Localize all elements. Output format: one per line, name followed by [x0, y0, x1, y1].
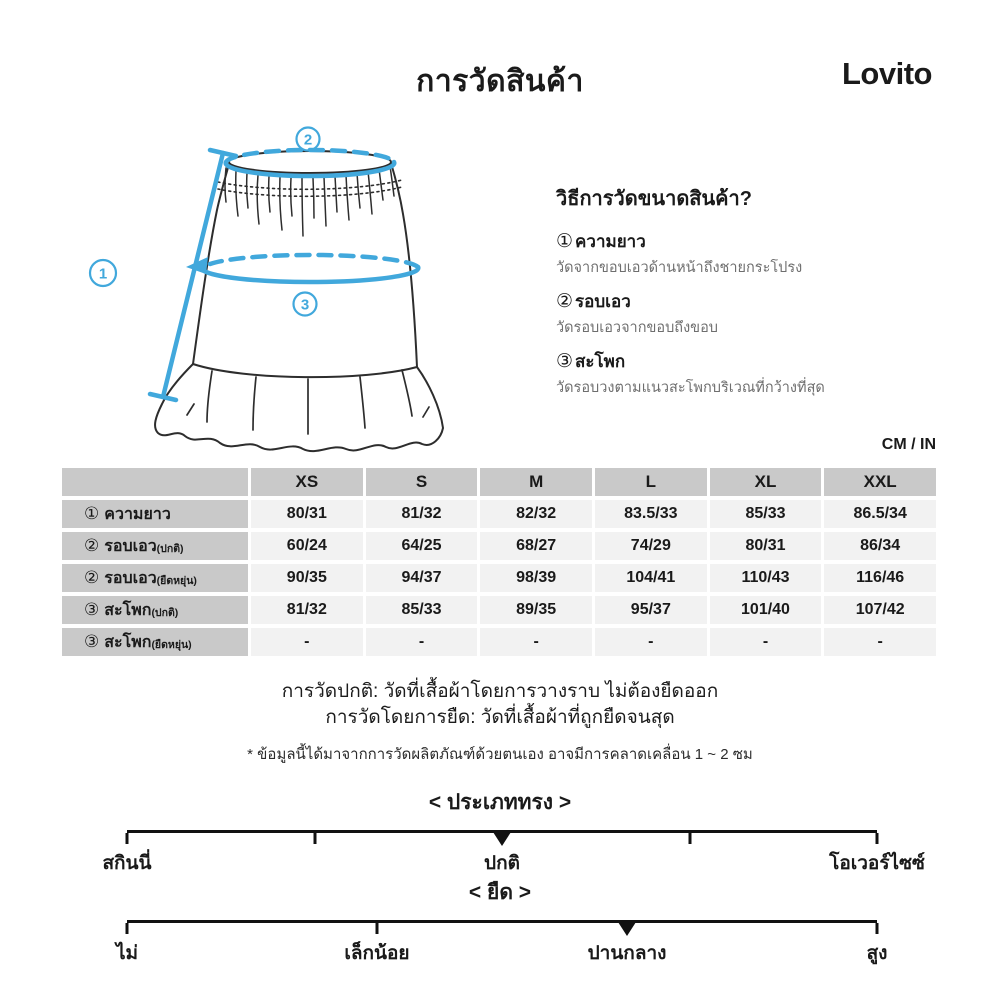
size-cell: 86/34 — [824, 532, 936, 560]
instruction-desc: วัดจากขอบเอวด้านหน้าถึงชายกระโปรง — [556, 260, 803, 276]
size-cell: - — [251, 628, 363, 656]
circled-number-3: ③ — [556, 351, 574, 373]
row-label-length: ① ความยาว — [62, 500, 248, 528]
circled-number-1: ① — [556, 231, 574, 252]
fit-type-scale-labels — [102, 848, 925, 874]
measuring-instructions — [556, 182, 966, 397]
scale-tick — [126, 833, 129, 844]
stretch-scale-labels — [115, 938, 888, 964]
scale-label-regular: ปกติ — [484, 853, 520, 874]
row-label-waist-stretched: ② รอบเอว (ยืดหยุ่น) — [62, 564, 248, 592]
size-cell: 82/32 — [480, 500, 592, 528]
size-cell: - — [824, 628, 936, 656]
note-stretch-measure: การวัดโดยการยืด: วัดที่เสื้อผ้าที่ถูกยืดจนสุด — [325, 707, 675, 728]
size-cell: 116/46 — [824, 564, 936, 592]
circled-number-2: ② — [556, 291, 574, 313]
scale-tick — [876, 923, 879, 934]
size-col-header-m: M — [480, 468, 592, 496]
stretch-scale — [0, 876, 1000, 964]
hip-annotation — [202, 255, 418, 282]
skirt-outline — [155, 151, 443, 451]
fit-type-scale-rail — [127, 830, 877, 843]
instruction-item-hip — [556, 348, 966, 375]
skirt-diagram — [60, 118, 540, 463]
size-table — [62, 468, 936, 656]
size-cell: 98/39 — [480, 564, 592, 592]
size-cell: - — [595, 628, 707, 656]
size-cell: 94/37 — [366, 564, 478, 592]
size-col-header-xl: XL — [710, 468, 822, 496]
scale-tick — [688, 833, 691, 844]
fit-type-marker-icon — [493, 832, 511, 846]
instruction-name: สะโพก — [575, 352, 626, 372]
size-cell: 81/32 — [366, 500, 478, 528]
stretch-scale-rail — [127, 920, 877, 933]
size-cell: 83.5/33 — [595, 500, 707, 528]
tolerance-disclaimer: * ข้อมูลนี้ได้มาจากการวัดผลิตภัณฑ์ด้วยตนเอง อาจมีการคลาดเคลื่อน 1 ~ 2 ซม — [247, 746, 753, 763]
row-label-waist-normal: ② รอบเอว (ปกติ) — [62, 532, 248, 560]
scale-tick — [126, 923, 129, 934]
size-cell: 80/31 — [251, 500, 363, 528]
fit-type-scale-title: < ประเภททรง > — [428, 791, 572, 814]
size-cell: 89/35 — [480, 596, 592, 624]
size-cell: 74/29 — [595, 532, 707, 560]
instruction-item-waist — [556, 288, 966, 315]
scale-label-oversize: โอเวอร์ไซซ์ — [829, 853, 925, 874]
scale-tick — [313, 833, 316, 844]
scale-label-medium: ปานกลาง — [587, 943, 667, 964]
size-cell: 60/24 — [251, 532, 363, 560]
diagram-mark-1 — [90, 260, 116, 286]
size-col-header-xs: XS — [251, 468, 363, 496]
svg-text:2: 2 — [303, 131, 313, 149]
row-label-hip-stretched: ③ สะโพก (ยืดหยุ่น) — [62, 628, 248, 656]
size-cell: 104/41 — [595, 564, 707, 592]
instructions-heading: วิธีการวัดขนาดสินค้า? — [556, 188, 753, 210]
instruction-desc: วัดรอบเอวจากขอบถึงขอบ — [556, 320, 718, 337]
row-label-hip-normal: ③ สะโพก (ปกติ) — [62, 596, 248, 624]
instruction-name: ความยาว — [575, 232, 646, 251]
size-cell: 68/27 — [480, 532, 592, 560]
size-col-header-s: S — [366, 468, 478, 496]
instruction-item-length — [556, 228, 966, 255]
note-flat-measure: การวัดปกติ: วัดที่เสื้อผ้าโดยการวางราบ ไม่ต้องยืดออก — [281, 681, 719, 702]
diagram-mark-2 — [297, 128, 320, 151]
lovito-logo: Lovito — [842, 56, 932, 91]
size-cell: 86.5/34 — [824, 500, 936, 528]
fit-type-scale — [0, 786, 1000, 874]
size-cell: 101/40 — [710, 596, 822, 624]
size-cell: - — [480, 628, 592, 656]
size-cell: 85/33 — [366, 596, 478, 624]
svg-text:3: 3 — [300, 296, 310, 314]
size-cell: 81/32 — [251, 596, 363, 624]
measurement-notes — [0, 679, 1000, 766]
size-cell: - — [710, 628, 822, 656]
size-col-header-xxl: XXL — [824, 468, 936, 496]
size-cell: 85/33 — [710, 500, 822, 528]
unit-label: CM / IN — [881, 436, 936, 453]
size-cell: 64/25 — [366, 532, 478, 560]
instruction-name: รอบเอว — [575, 292, 631, 312]
size-cell: 95/37 — [595, 596, 707, 624]
table-corner-cell — [62, 468, 248, 496]
size-cell: - — [366, 628, 478, 656]
scale-tick — [876, 833, 879, 844]
scale-label-high: สูง — [866, 943, 888, 964]
page-title: การวัดสินค้า — [416, 65, 584, 98]
size-cell: 80/31 — [710, 532, 822, 560]
svg-text:1: 1 — [98, 265, 108, 283]
diagram-mark-3 — [294, 293, 317, 316]
scale-label-none: ไม่ — [115, 943, 139, 964]
stretch-marker-icon — [618, 922, 636, 936]
scale-label-skinny: สกินนี่ — [102, 853, 152, 874]
instruction-desc: วัดรอบวงตามแนวสะโพกบริเวณที่กว้างที่สุด — [556, 380, 825, 397]
stretch-scale-title: < ยืด > — [468, 881, 532, 904]
size-col-header-l: L — [595, 468, 707, 496]
size-cell: 110/43 — [710, 564, 822, 592]
scale-tick — [375, 923, 378, 934]
scale-label-slight: เล็กน้อย — [344, 943, 410, 964]
size-cell: 107/42 — [824, 596, 936, 624]
size-cell: 90/35 — [251, 564, 363, 592]
